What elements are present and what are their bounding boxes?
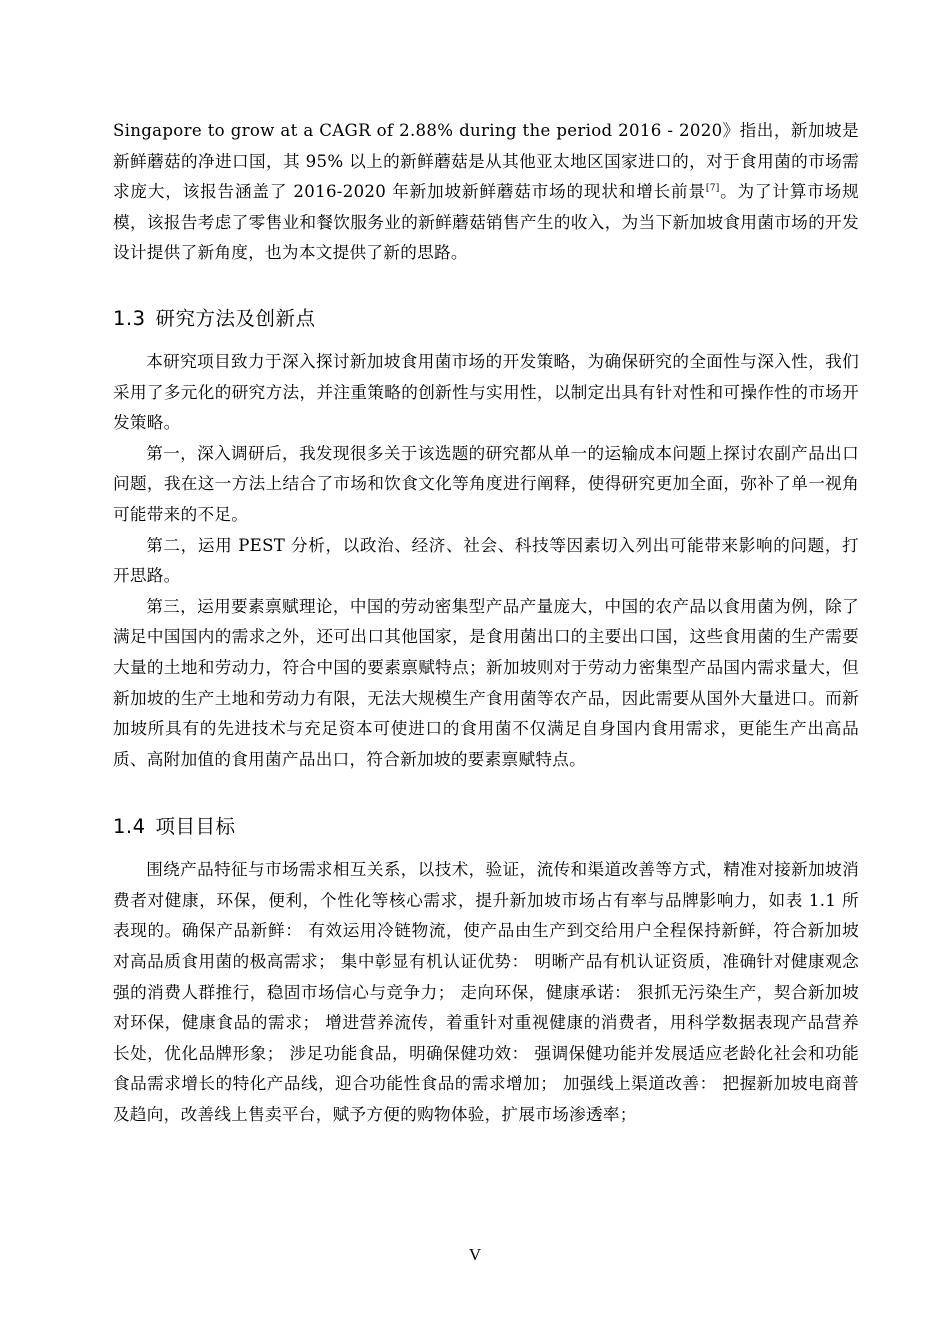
section-heading-1-4 (113, 813, 859, 841)
section-heading-1-3 (113, 305, 859, 333)
citation-marker: [7] (705, 183, 720, 194)
intro-text: Singapore to grow at a CAGR of 2.88% during the period 2016 - 2020》指出，新加坡是新鲜蘑菇的净进口国，其 95% 以上的新鲜蘑菇是从其他亚太地区国家进口的，对于食用菌的市场需求庞大，该报告涵盖了 2016-2020 年新加坡新鲜蘑菇市场的现状和增长前景 (113, 121, 859, 202)
section-number: 1.3 (113, 306, 146, 330)
body-paragraph: 围绕产品特征与市场需求相互关系，以技术，验证，流传和渠道改善等方式，精准对接新加坡消费者对健康，环保，便利，个性化等核心需求，提升新加坡市场占有率与品牌影响力，如表 1.1 所表现的。确保产品新鲜： 有效运用冷链物流，使产品由生产到交给用户全程保持新鲜，符合新加坡对高品质食用菌的极高需求； 集中彰显有机认证优势： 明晰产品有机认证资质，准确针对健康观念强的消费人群推行，稳固市场信心与竞争力； 走向环保，健康承诺： 狠抓无污染生产，契合新加坡对环保，健康食品的需求； 增进营养流传，着重针对重视健康的消费者，用科学数据表现产品营养长处，优化品牌形象； 涉足功能食品，明确保健功效： 强调保健功能并发展适应老龄化社会和功能食品需求增长的特化产品线，迎合功能性食品的需求增加； 加强线上渠道改善： 把握新加坡电商普及趋向，改善线上售卖平台，赋予方便的购物体验，扩展市场渗透率； (113, 860, 859, 1125)
page-content (113, 116, 859, 1131)
body-paragraph: 第一，深入调研后，我发现很多关于该选题的研究都从单一的运输成本问题上探讨农副产品出口问题，我在这一方法上结合了市场和饮食文化等角度进行阐释，使得研究更加全面，弥补了单一视角可能带来的不足。 (113, 443, 859, 524)
page-number: V (468, 1245, 482, 1264)
section-title: 研究方法及创新点 (155, 306, 316, 330)
body-paragraph: 第三，运用要素禀赋理论，中国的劳动密集型产品产量庞大，中国的农产品以食用菌为例，除了满足中国国内的需求之外，还可出口其他国家，是食用菌出口的主要出口国，这些食用菌的生产需要大量的土地和劳动力，符合中国的要素禀赋特点；新加坡则对于劳动力密集型产品国内需求量大，但新加坡的生产土地和劳动力有限，无法大规模生产食用菌等农产品，因此需要从国外大量进口。而新加坡所具有的先进技术与充足资本可使进口的食用菌不仅满足自身国内食用需求，更能生产出高品质、高附加值的食用菌产品出口，符合新加坡的要素禀赋特点。 (113, 596, 859, 769)
body-paragraph: 第二，运用 PEST 分析，以政治、经济、社会、科技等因素切入列出可能带来影响的问题，打开思路。 (113, 535, 859, 586)
section-title: 项目目标 (155, 815, 236, 839)
body-paragraph: 本研究项目致力于深入探讨新加坡食用菌市场的开发策略，为确保研究的全面性与深入性，我们采用了多元化的研究方法，并注重策略的创新性与实用性，以制定出具有针对性和可操作性的市场开发策略。 (113, 351, 859, 433)
section-number: 1.4 (113, 815, 146, 839)
intro-text-continued: 。为了计算市场规模，该报告考虑了零售业和餐饮服务业的新鲜蘑菇销售产生的收入，为当下新加坡食用菌市场的开发设计提供了新角度，也为本文提供了新的思路。 (113, 182, 859, 263)
intro-paragraph (113, 116, 859, 269)
